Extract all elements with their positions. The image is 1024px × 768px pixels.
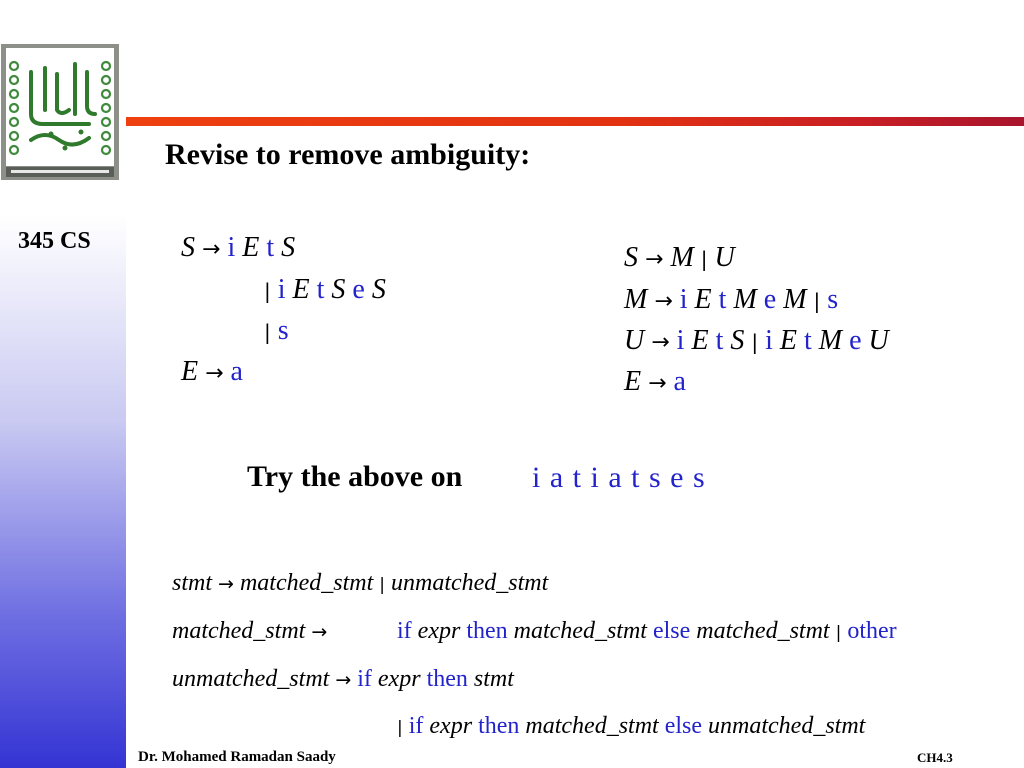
nonterminal: matched_stmt (172, 618, 306, 644)
nonterminal: matched_stmt (513, 618, 647, 644)
terminal: i (676, 325, 685, 356)
nonterminal: S (181, 232, 195, 263)
nonterminal: matched_stmt (239, 570, 374, 596)
terminal: else (664, 713, 703, 739)
nonterminal: M (670, 242, 694, 273)
terminal: s (277, 315, 289, 346)
terminal: then (466, 618, 508, 644)
terminal: then (478, 713, 520, 739)
terminal: if (408, 713, 424, 739)
nonterminal: U (624, 325, 645, 356)
course-code: 345 CS (18, 228, 91, 254)
nonterminal: stmt (473, 666, 514, 692)
footer-author: Dr. Mohamed Ramadan Saady (138, 749, 336, 765)
right-grammar-rule-3 (624, 325, 889, 359)
terminal: e (352, 274, 365, 305)
stmt-grammar-rule-2-body (397, 616, 897, 648)
arrow-icon: → (205, 361, 224, 386)
stmt-grammar-rule-2 (172, 616, 327, 647)
nonterminal: S (281, 232, 296, 263)
alternation-bar: | (264, 279, 271, 303)
alternation-bar: | (813, 289, 821, 313)
right-grammar-rule-4 (624, 366, 686, 400)
nonterminal: E (691, 325, 709, 356)
right-grammar-rule-1 (624, 242, 735, 276)
alternation-bar: | (751, 330, 759, 354)
arrow-icon: → (648, 371, 667, 396)
alternation-bar: | (397, 718, 403, 738)
stmt-grammar-rule-3 (172, 664, 514, 695)
arrow-icon: → (202, 237, 221, 262)
terminal: then (426, 666, 468, 692)
terminal: t (803, 325, 812, 356)
nonterminal: unmatched_stmt (708, 713, 866, 739)
terminal: t (718, 284, 727, 315)
nonterminal: M (624, 284, 648, 315)
nonterminal: E (181, 356, 199, 387)
nonterminal: U (714, 242, 735, 273)
terminal: t (316, 274, 325, 305)
terminal: other (847, 618, 897, 644)
nonterminal: E (779, 325, 797, 356)
terminal: t (266, 232, 275, 263)
nonterminal: E (242, 232, 260, 263)
arrow-icon: → (645, 247, 664, 272)
left-grammar-rule-3 (264, 315, 289, 348)
terminal: t (715, 325, 724, 356)
nonterminal: matched_stmt (696, 618, 830, 644)
alternation-bar: | (700, 247, 708, 271)
terminal: i (277, 274, 286, 305)
nonterminal: M (818, 325, 843, 356)
arrow-icon: → (651, 330, 670, 355)
alternation-bar: | (835, 623, 842, 643)
nonterminal: M (733, 284, 757, 315)
terminal: e (849, 325, 862, 356)
nonterminal: S (730, 325, 745, 356)
alternation-bar: | (264, 320, 271, 344)
nonterminal: M (783, 284, 807, 315)
nonterminal: S (371, 274, 386, 305)
nonterminal: unmatched_stmt (172, 666, 330, 692)
nonterminal: E (624, 366, 642, 397)
left-grammar-rule-4 (181, 356, 243, 390)
nonterminal: U (868, 325, 889, 356)
slide-title: Revise to remove ambiguity: (165, 138, 531, 171)
terminal: a (673, 366, 686, 397)
nonterminal: E (292, 274, 310, 305)
nonterminal: expr (417, 618, 461, 644)
title-divider-bar (126, 117, 1024, 126)
terminal: i (679, 284, 688, 315)
stmt-grammar-rule-1 (172, 568, 548, 600)
terminal: if (357, 666, 372, 692)
arrow-icon: → (335, 669, 352, 691)
right-grammar-rule-2 (624, 284, 838, 318)
left-grammar-rule-2 (264, 274, 386, 307)
terminal: if (397, 618, 412, 644)
nonterminal: expr (377, 666, 421, 692)
terminal: i (765, 325, 773, 356)
nonterminal: matched_stmt (525, 713, 659, 739)
try-label: Try the above on (247, 460, 463, 493)
terminal: else (652, 618, 691, 644)
terminal: a (230, 356, 243, 387)
terminal: s (827, 284, 839, 315)
arrow-icon: → (311, 621, 328, 643)
nonterminal: S (331, 274, 346, 305)
terminal: i (227, 232, 236, 263)
arrow-icon: → (218, 573, 234, 595)
footer-page-number: CH4.3 (917, 750, 953, 765)
terminal: e (763, 284, 777, 315)
nonterminal: E (694, 284, 712, 315)
university-logo (1, 44, 119, 180)
alternation-bar: | (379, 575, 385, 595)
left-grammar-rule-1 (181, 232, 295, 266)
arrow-icon: → (654, 289, 673, 314)
nonterminal: stmt (172, 570, 213, 596)
nonterminal: S (624, 242, 638, 273)
stmt-grammar-rule-4 (397, 711, 865, 743)
nonterminal: expr (429, 713, 473, 739)
nonterminal: unmatched_stmt (390, 570, 549, 596)
try-input-string: i a t i a t s e s (532, 461, 705, 494)
